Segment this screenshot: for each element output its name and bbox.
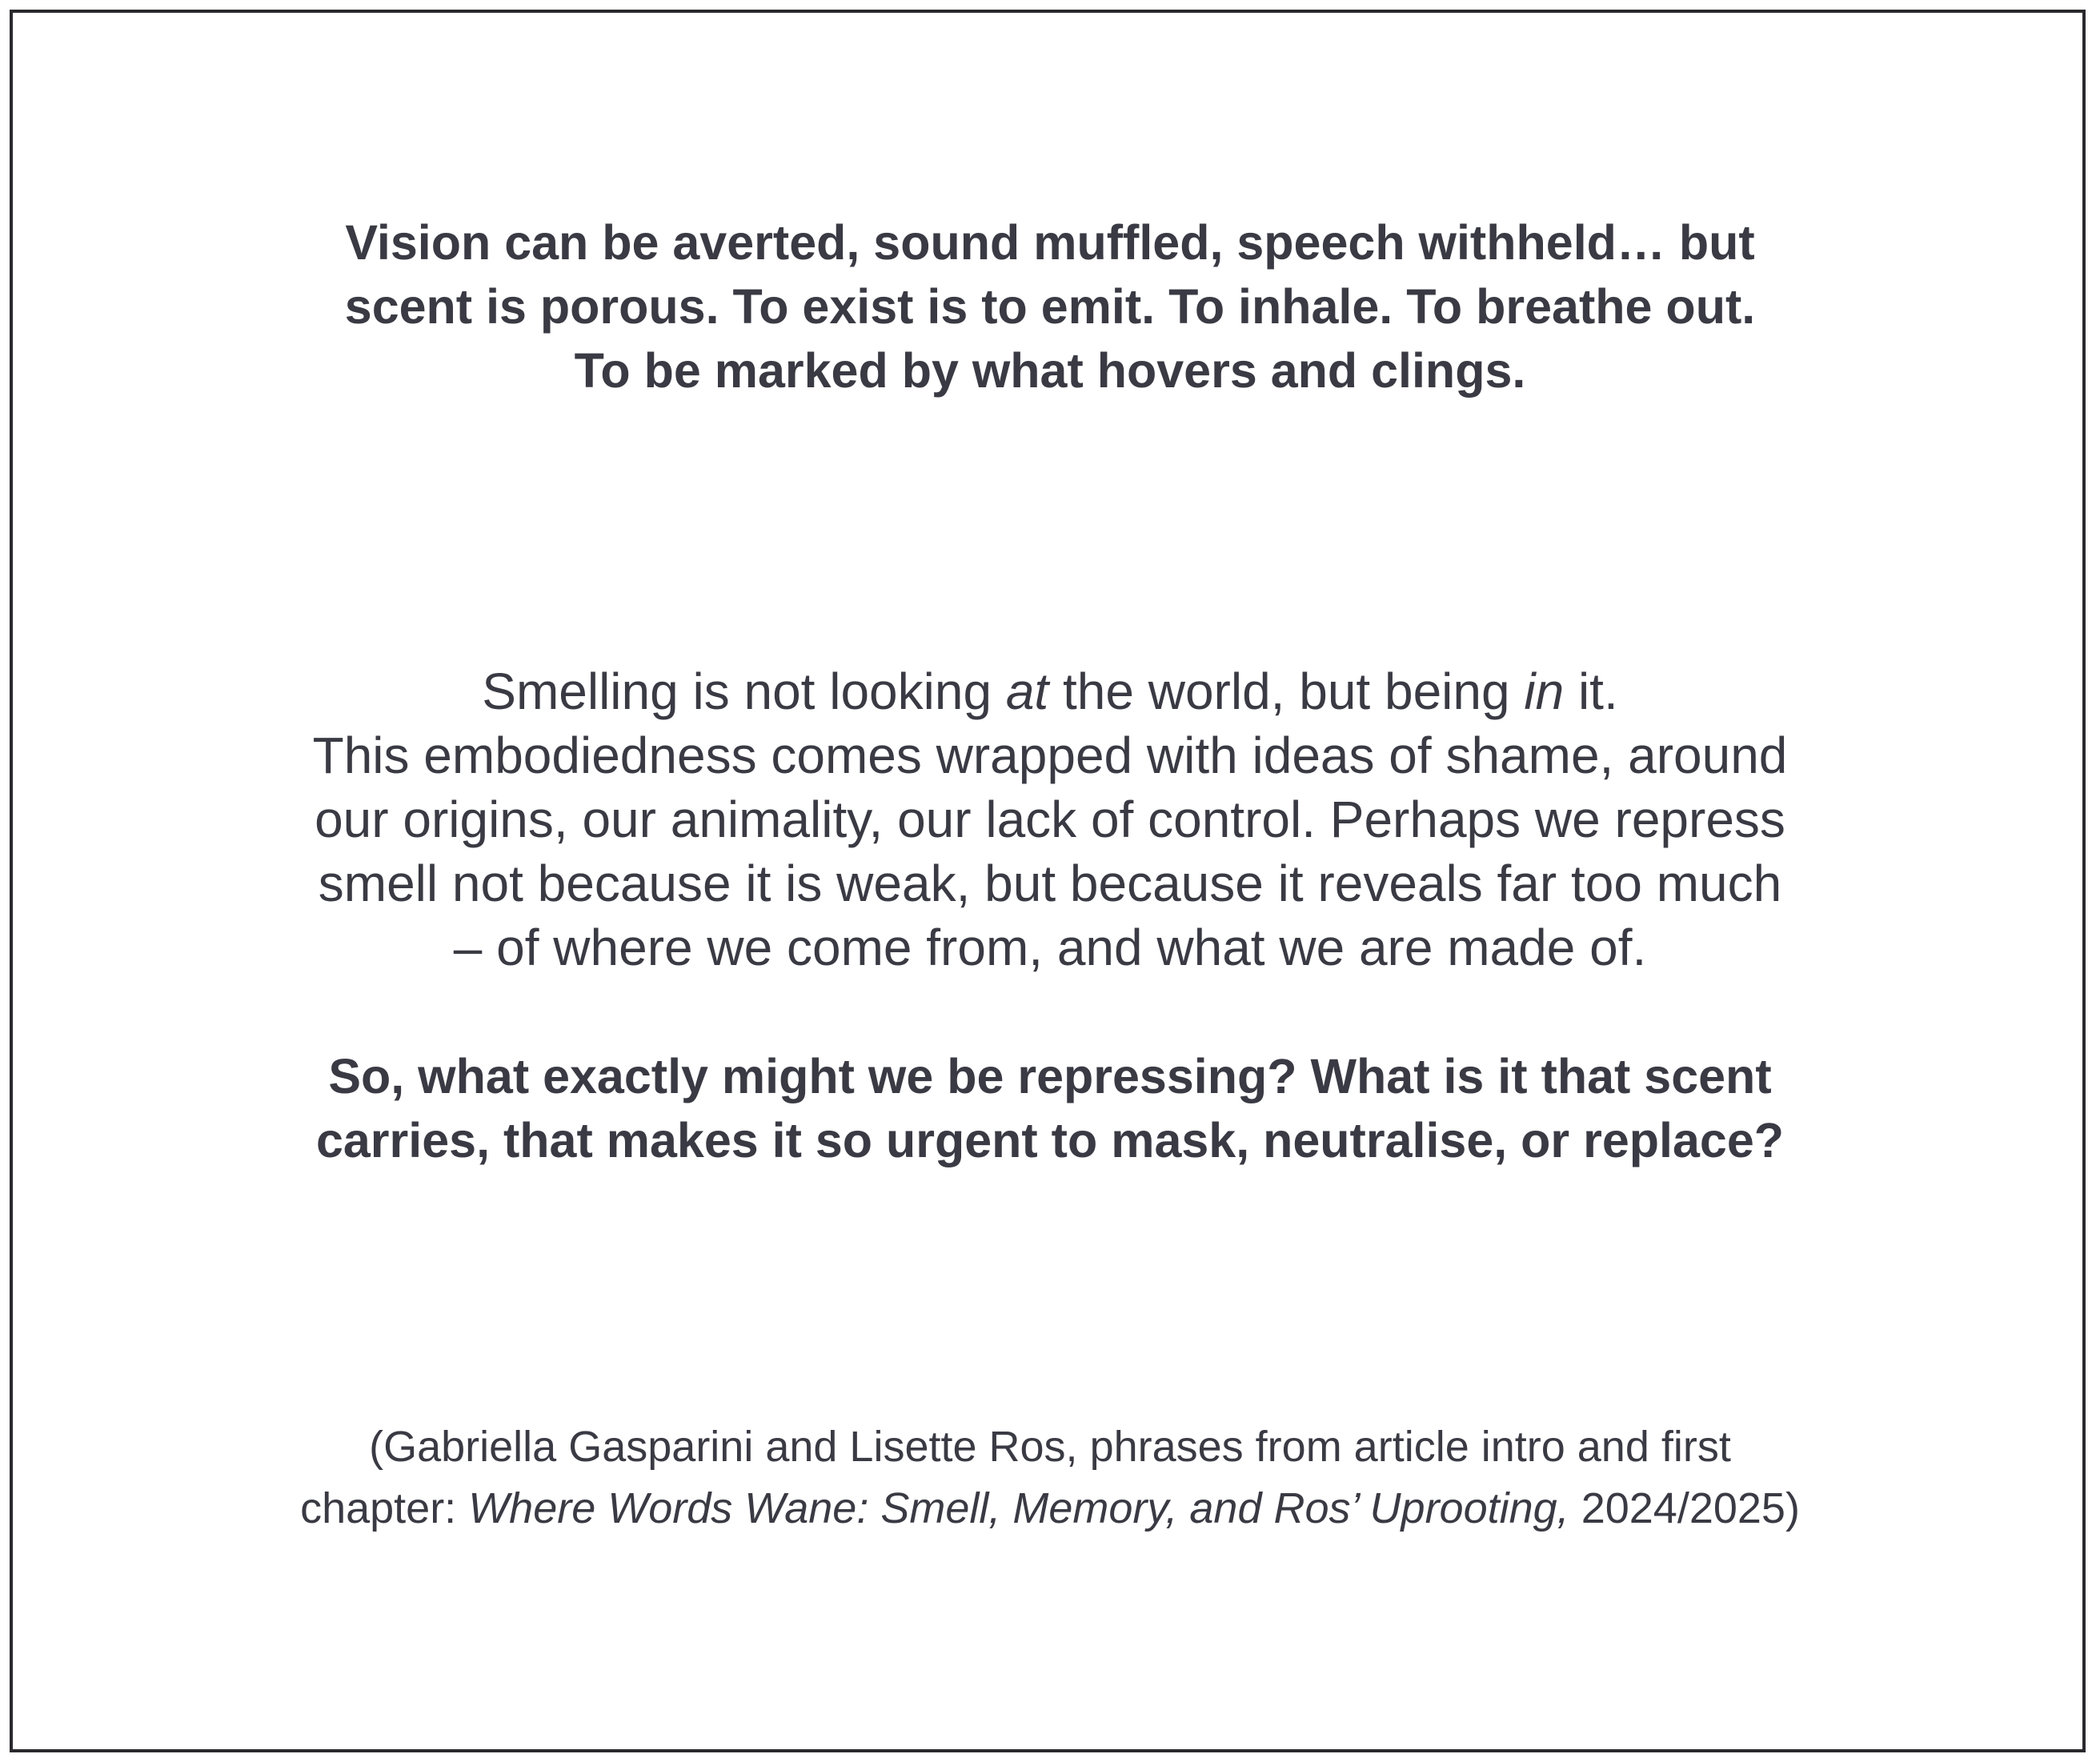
body-line: This embodiedness comes wrapped with ideas of shame, around xyxy=(312,727,1788,784)
emphasis-in: in xyxy=(1524,663,1565,720)
emphasis-at: at xyxy=(1005,663,1049,720)
body-line: – of where we come from, and what we are made of. xyxy=(453,919,1647,976)
body-line: smell not because it is weak, but because it reveals far too much xyxy=(318,855,1782,912)
body-text-segment: the world, but being xyxy=(1048,663,1525,720)
question-line: So, what exactly might we be repressing? What is it that scent xyxy=(328,1049,1772,1103)
body-line: our origins, our animality, our lack of control. Perhaps we repress xyxy=(315,791,1785,848)
intro-line: To be marked by what hovers and clings. xyxy=(574,343,1526,398)
intro-line: scent is porous. To exist is to emit. To inhale. To breathe out. xyxy=(344,279,1756,334)
citation-line: (Gabriella Gasparini and Lisette Ros, phrases from article intro and first xyxy=(369,1423,1731,1471)
citation-prefix: chapter: xyxy=(300,1484,469,1532)
citation-line-title xyxy=(0,1478,2100,1540)
intro-paragraph xyxy=(0,210,2100,402)
citation xyxy=(0,1416,2100,1540)
article-title: Where Words Wane: Smell, Memory, and Ros’ Uprooting, xyxy=(468,1484,1569,1532)
body-line-first xyxy=(0,659,2100,723)
question-line: carries, that makes it so urgent to mask, neutralise, or replace? xyxy=(315,1113,1785,1167)
intro-line: Vision can be averted, sound muffled, speech withheld… but xyxy=(345,215,1755,270)
body-text-segment: Smelling is not looking xyxy=(482,663,1006,720)
body-text-segment: it. xyxy=(1564,663,1618,720)
citation-year: 2024/2025) xyxy=(1569,1484,1800,1532)
question-paragraph xyxy=(0,1044,2100,1172)
body-paragraph xyxy=(0,659,2100,979)
